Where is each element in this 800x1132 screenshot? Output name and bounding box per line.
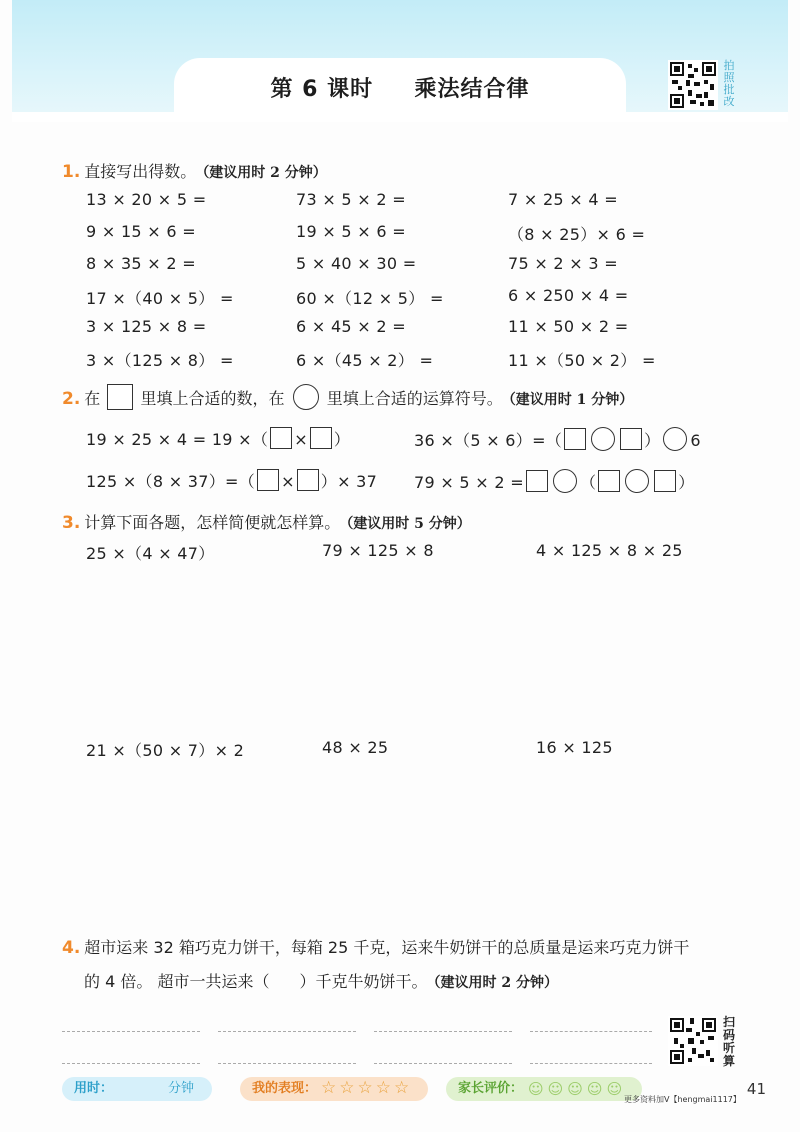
q2-eq2-left: 36 ×（5 × 6）=（ bbox=[414, 431, 563, 450]
scan-qr-code-icon[interactable] bbox=[668, 1016, 718, 1066]
answer-box[interactable] bbox=[310, 427, 332, 449]
q1-expression: 6 × 45 × 2 = bbox=[296, 317, 406, 336]
question-1-hint: （建议用时 2 分钟） bbox=[202, 165, 327, 181]
star-icon[interactable]: ☆ bbox=[339, 1078, 355, 1098]
my-performance-label: 我的表现： bbox=[252, 1081, 318, 1096]
q2-eq2-right: 6 bbox=[690, 431, 701, 450]
q3-problem: 25 ×（4 × 47） bbox=[86, 544, 215, 563]
question-3-text: 计算下面各题，怎样简便就怎样算。 bbox=[84, 513, 341, 532]
q3-problem: 79 × 125 × 8 bbox=[322, 541, 434, 560]
page-title bbox=[174, 72, 626, 103]
question-2-text-c: 里填上合适的运算符号。 bbox=[326, 389, 503, 408]
q2-eq1-mid: × bbox=[294, 430, 308, 449]
legend-number-box bbox=[107, 384, 133, 410]
operator-circle[interactable] bbox=[591, 427, 615, 451]
q2-eq4-close: ） bbox=[678, 473, 695, 492]
q2-eq2-close: ） bbox=[644, 431, 661, 450]
q1-expression: 60 ×（12 × 5） = bbox=[296, 289, 444, 308]
q1-expression: 6 × 250 × 4 = bbox=[508, 286, 629, 305]
q2-eq3-mid: × bbox=[281, 472, 295, 491]
page-number: 41 bbox=[746, 1080, 766, 1098]
operator-circle[interactable] bbox=[663, 427, 687, 451]
answer-box[interactable] bbox=[620, 428, 642, 450]
scan-listen-label: 扫码听算 bbox=[722, 1015, 735, 1068]
lesson-topic: 乘法结合律 bbox=[414, 77, 530, 102]
q2-eq3-left: 125 ×（8 × 37）=（ bbox=[86, 472, 256, 491]
q1-expression: 11 × 50 × 2 = bbox=[508, 317, 629, 336]
parent-evaluation-label: 家长评价： bbox=[458, 1081, 524, 1096]
question-2-text-a: 在 bbox=[84, 389, 101, 408]
answer-line[interactable] bbox=[530, 1063, 652, 1064]
star-icon[interactable]: ☆ bbox=[375, 1078, 391, 1098]
q1-expression: 3 ×（125 × 8） = bbox=[86, 351, 234, 370]
answer-line[interactable] bbox=[218, 1063, 356, 1064]
question-3-number: 3. bbox=[62, 513, 81, 533]
qr-code-icon[interactable] bbox=[668, 60, 718, 110]
question-2-prompt bbox=[62, 384, 633, 410]
smiley-icon[interactable]: ☺ bbox=[586, 1080, 603, 1098]
parent-evaluation-pill bbox=[446, 1077, 642, 1101]
q3-problem: 4 × 125 × 8 × 25 bbox=[536, 541, 683, 560]
q3-problem: 48 × 25 bbox=[322, 738, 389, 757]
question-4-text-1: 超市运来 32 箱巧克力饼干，每箱 25 千克，运来牛奶饼干的总质量是运来巧克力饼干 bbox=[84, 938, 690, 957]
question-1-prompt bbox=[62, 159, 327, 182]
answer-line[interactable] bbox=[62, 1063, 200, 1064]
photo-grading-label: 拍照批改 bbox=[723, 59, 735, 108]
answer-box[interactable] bbox=[257, 469, 279, 491]
my-performance-pill bbox=[240, 1077, 428, 1101]
q1-expression: 6 ×（45 × 2） = bbox=[296, 351, 434, 370]
answer-box[interactable] bbox=[564, 428, 586, 450]
time-unit-label: 分钟 bbox=[168, 1081, 195, 1096]
q3-problem: 16 × 125 bbox=[536, 738, 613, 757]
answer-line[interactable] bbox=[530, 1031, 652, 1032]
answer-line[interactable] bbox=[374, 1063, 512, 1064]
answer-box[interactable] bbox=[654, 470, 676, 492]
answer-line[interactable] bbox=[374, 1031, 512, 1032]
operator-circle[interactable] bbox=[553, 469, 577, 493]
q2-eq3-right: ）× 37 bbox=[320, 472, 378, 491]
answer-box[interactable] bbox=[526, 470, 548, 492]
answer-box[interactable] bbox=[297, 469, 319, 491]
answer-box[interactable] bbox=[598, 470, 620, 492]
question-2-hint: （建议用时 1 分钟） bbox=[508, 392, 634, 408]
tiny-note: 更多资料加V【hengmai1117】 bbox=[624, 1095, 741, 1104]
operator-circle[interactable] bbox=[625, 469, 649, 493]
q2-equation-3 bbox=[86, 469, 377, 492]
time-used-pill bbox=[62, 1077, 212, 1101]
question-4-line-1 bbox=[62, 935, 689, 958]
star-icon[interactable]: ☆ bbox=[394, 1078, 410, 1098]
question-1-number: 1. bbox=[62, 162, 81, 182]
q1-expression: 73 × 5 × 2 = bbox=[296, 190, 406, 209]
scan-qr-graphic bbox=[668, 1016, 718, 1066]
star-icon[interactable]: ☆ bbox=[357, 1078, 373, 1098]
smiley-icon[interactable]: ☺ bbox=[528, 1080, 544, 1098]
smiley-icon[interactable]: ☺ bbox=[547, 1080, 564, 1098]
answer-line[interactable] bbox=[62, 1031, 200, 1032]
question-4-hint: （建议用时 2 分钟） bbox=[433, 975, 558, 991]
q2-eq1-right: ） bbox=[333, 430, 351, 449]
q1-expression: 5 × 40 × 30 = bbox=[296, 254, 417, 273]
answer-box[interactable] bbox=[270, 427, 292, 449]
question-3-hint: （建议用时 5 分钟） bbox=[346, 516, 471, 532]
q2-eq1-left: 19 × 25 × 4 = 19 ×（ bbox=[86, 430, 269, 449]
answer-line[interactable] bbox=[218, 1031, 356, 1032]
time-used-label: 用时： bbox=[74, 1081, 114, 1096]
q3-problem: 21 ×（50 × 7）× 2 bbox=[86, 741, 245, 760]
question-4-text-2a: 的 4 倍。 超市一共运来（ bbox=[84, 972, 270, 991]
star-icon[interactable]: ☆ bbox=[321, 1078, 337, 1098]
question-1-text: 直接写出得数。 bbox=[84, 162, 197, 181]
question-3-prompt bbox=[62, 510, 471, 533]
performance-stars bbox=[318, 1076, 409, 1102]
q1-expression: 11 ×（50 × 2） = bbox=[508, 351, 656, 370]
question-4-line-2 bbox=[84, 969, 558, 992]
q1-expression: 8 × 35 × 2 = bbox=[86, 254, 196, 273]
q2-eq4-left: 79 × 5 × 2 = bbox=[414, 473, 524, 492]
smiley-icon[interactable]: ☺ bbox=[567, 1080, 583, 1098]
question-2-text-b: 里填上合适的数，在 bbox=[140, 389, 285, 408]
question-4-text-2b: ）千克牛奶饼干。 bbox=[299, 972, 428, 991]
q2-equation-1 bbox=[86, 427, 350, 450]
q2-eq4-open: （ bbox=[579, 473, 597, 492]
q1-expression: （8 × 25）× 6 = bbox=[508, 225, 646, 244]
question-2-number: 2. bbox=[62, 389, 81, 409]
q1-expression: 17 ×（40 × 5） = bbox=[86, 289, 234, 308]
q2-equation-2 bbox=[414, 427, 701, 451]
lesson-number: 第 6 课时 bbox=[270, 77, 374, 102]
qr-code-graphic bbox=[668, 60, 718, 110]
question-4-number: 4. bbox=[62, 938, 81, 958]
q1-expression: 13 × 20 × 5 = bbox=[86, 190, 207, 209]
smiley-icon[interactable]: ☺ bbox=[606, 1080, 623, 1098]
q1-expression: 75 × 2 × 3 = bbox=[508, 254, 618, 273]
q1-expression: 3 × 125 × 8 = bbox=[86, 317, 207, 336]
q1-expression: 9 × 15 × 6 = bbox=[86, 222, 196, 241]
legend-operator-circle bbox=[293, 384, 319, 410]
q2-equation-4 bbox=[414, 469, 695, 493]
evaluation-faces bbox=[524, 1077, 622, 1103]
q1-expression: 19 × 5 × 6 = bbox=[296, 222, 406, 241]
q1-expression: 7 × 25 × 4 = bbox=[508, 190, 618, 209]
